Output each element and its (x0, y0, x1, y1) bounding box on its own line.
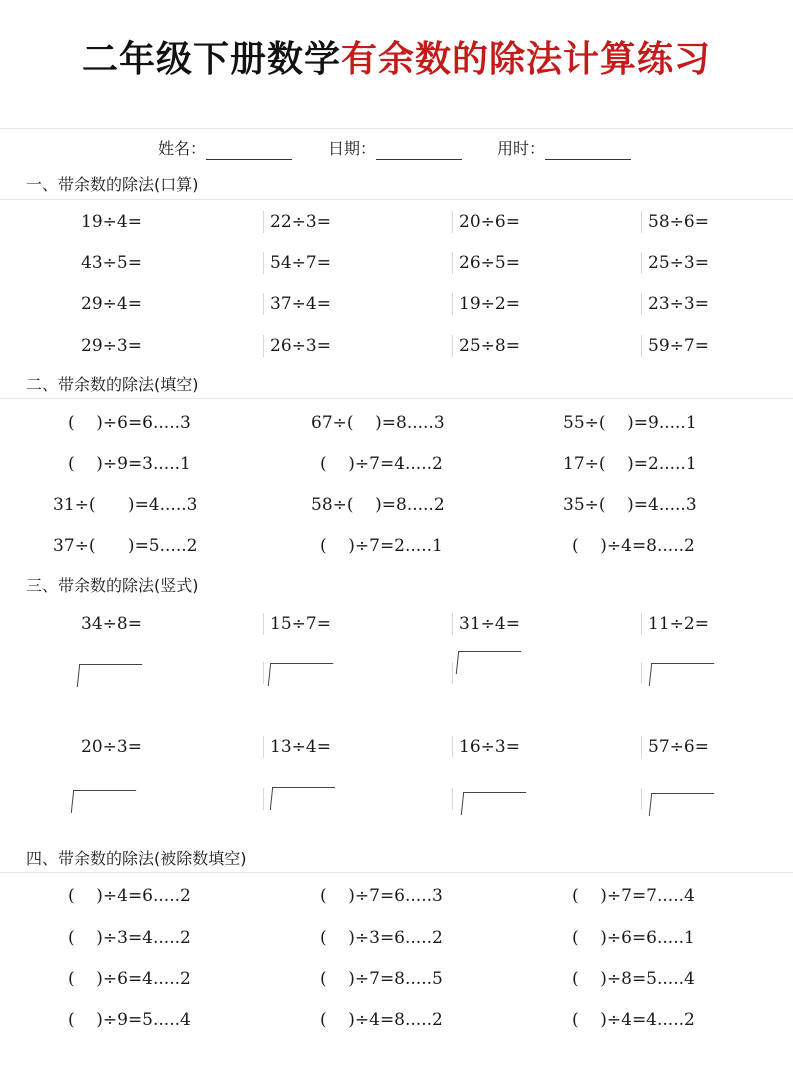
column-divider (263, 252, 264, 274)
fill-problem: ( )÷9=3.....1 (68, 454, 191, 474)
fill-problem: 17÷( )=2.....1 (563, 454, 697, 474)
oral-problem: 25÷8= (459, 336, 520, 356)
column-divider (452, 788, 453, 810)
column-divider (263, 788, 264, 810)
vertical-problem: 16÷3= (459, 737, 520, 757)
column-divider (641, 211, 642, 233)
column-divider (452, 736, 453, 758)
name-label: 姓名： (158, 139, 207, 158)
oral-problem: 22÷3= (270, 212, 331, 232)
oral-problem: 26÷3= (270, 336, 331, 356)
title-main: 二年级下册数学 (81, 39, 341, 80)
fill-problem: 31÷( )=4.....3 (53, 495, 198, 515)
long-division-bracket[interactable] (77, 664, 142, 687)
fill-problem: ( )÷4=8.....2 (572, 536, 695, 556)
oral-problem: 19÷2= (459, 294, 520, 314)
oral-problem: 43÷5= (81, 253, 142, 273)
vertical-problem: 31÷4= (459, 614, 520, 634)
column-divider (452, 211, 453, 233)
column-divider (452, 293, 453, 315)
date-field[interactable] (328, 138, 462, 160)
column-divider (641, 293, 642, 315)
oral-problem: 19÷4= (81, 212, 142, 232)
dividend-problem: ( )÷4=8.....2 (320, 1010, 443, 1030)
vertical-problem: 13÷4= (270, 737, 331, 757)
dividend-problem: ( )÷7=7.....4 (572, 886, 695, 906)
long-division-bracket[interactable] (268, 663, 333, 686)
dividend-problem: ( )÷8=5.....4 (572, 969, 695, 989)
title-highlight: 有余数的除法计算练习 (341, 39, 712, 80)
oral-problem: 23÷3= (648, 294, 709, 314)
vertical-problem: 11÷2= (648, 614, 709, 634)
column-divider (641, 736, 642, 758)
dividend-problem: ( )÷4=4.....2 (572, 1010, 695, 1030)
vertical-problem: 15÷7= (270, 614, 331, 634)
fill-problem: 58÷( )=8.....2 (311, 495, 445, 515)
long-division-bracket[interactable] (456, 651, 521, 674)
column-divider (263, 211, 264, 233)
time-label: 用时： (497, 139, 546, 158)
section-oral-heading: 一、带余数的除法(口算) (26, 175, 199, 194)
long-division-bracket[interactable] (270, 787, 335, 810)
name-blank[interactable] (206, 143, 292, 160)
column-divider (263, 335, 264, 357)
section-fill-heading: 二、带余数的除法(填空) (26, 375, 199, 394)
fill-problem: 35÷( )=4.....3 (563, 495, 697, 515)
column-divider (641, 662, 642, 684)
column-divider (263, 662, 264, 684)
oral-problem: 25÷3= (648, 253, 709, 273)
column-divider (641, 613, 642, 635)
dividend-problem: ( )÷6=6.....1 (572, 928, 695, 948)
fill-problem: ( )÷6=6.....3 (68, 413, 191, 433)
oral-problem: 26÷5= (459, 253, 520, 273)
oral-problem: 37÷4= (270, 294, 331, 314)
dividend-problem: ( )÷3=6.....2 (320, 928, 443, 948)
column-divider (641, 335, 642, 357)
dividend-problem: ( )÷3=4.....2 (68, 928, 191, 948)
column-divider (452, 613, 453, 635)
dividend-problem: ( )÷4=6.....2 (68, 886, 191, 906)
column-divider (641, 252, 642, 274)
oral-problem: 29÷3= (81, 336, 142, 356)
dividend-problem: ( )÷6=4.....2 (68, 969, 191, 989)
time-field[interactable] (497, 138, 631, 160)
column-divider (263, 613, 264, 635)
fill-problem: ( )÷7=2.....1 (320, 536, 443, 556)
oral-problem: 54÷7= (270, 253, 331, 273)
column-divider (452, 662, 453, 684)
oral-problem: 58÷6= (648, 212, 709, 232)
oral-problem: 20÷6= (459, 212, 520, 232)
oral-problem: 59÷7= (648, 336, 709, 356)
divider (0, 398, 793, 399)
section-vertical-heading: 三、带余数的除法(竖式) (26, 576, 199, 595)
dividend-problem: ( )÷7=8.....5 (320, 969, 443, 989)
date-label: 日期： (328, 139, 377, 158)
long-division-bracket[interactable] (649, 663, 714, 686)
fill-problem: 37÷( )=5.....2 (53, 536, 198, 556)
section-dividend-heading: 四、带余数的除法(被除数填空) (26, 849, 247, 868)
column-divider (263, 736, 264, 758)
fill-problem: 67÷( )=8.....3 (311, 413, 445, 433)
long-division-bracket[interactable] (649, 793, 714, 816)
fill-problem: ( )÷7=4.....2 (320, 454, 443, 474)
date-blank[interactable] (376, 143, 462, 160)
dividend-problem: ( )÷7=6.....3 (320, 886, 443, 906)
column-divider (452, 252, 453, 274)
time-blank[interactable] (545, 143, 631, 160)
long-division-bracket[interactable] (71, 790, 136, 813)
vertical-problem: 57÷6= (648, 737, 709, 757)
column-divider (263, 293, 264, 315)
dividend-problem: ( )÷9=5.....4 (68, 1010, 191, 1030)
divider (0, 872, 793, 873)
column-divider (452, 335, 453, 357)
column-divider (641, 788, 642, 810)
name-field[interactable] (158, 138, 292, 160)
vertical-problem: 20÷3= (81, 737, 142, 757)
long-division-bracket[interactable] (461, 792, 526, 815)
oral-problem: 29÷4= (81, 294, 142, 314)
vertical-problem: 34÷8= (81, 614, 142, 634)
page-title (0, 36, 793, 84)
divider (0, 128, 793, 129)
fill-problem: 55÷( )=9.....1 (563, 413, 697, 433)
divider (0, 199, 793, 200)
